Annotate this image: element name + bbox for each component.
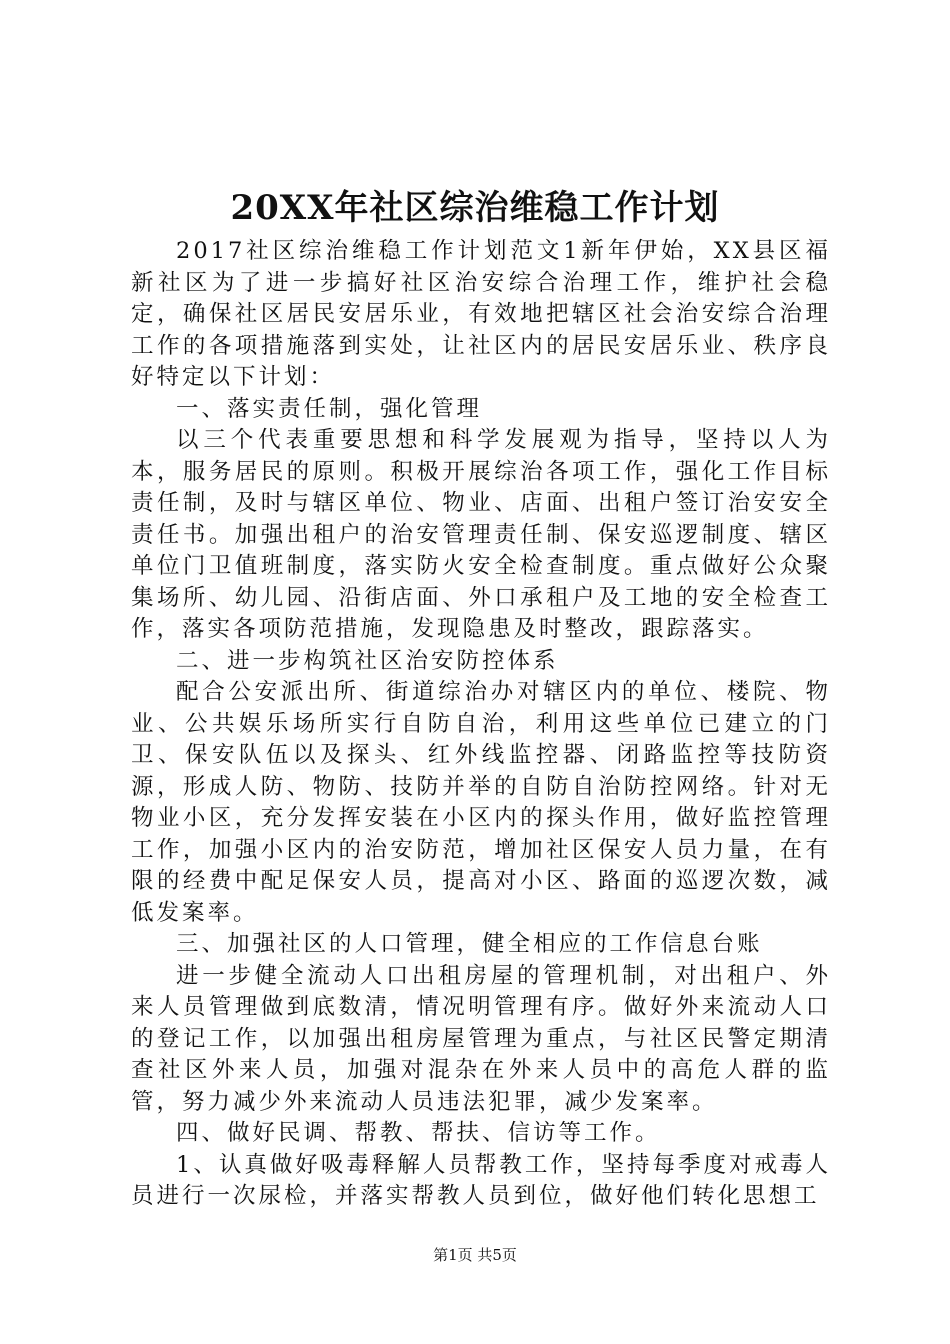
section-paragraph-3: 进一步健全流动人口出租房屋的管理机制，对出租户、外来人员管理做到底数清，情况明管理有序。做好外来流动人口的登记工作，以加强出租房屋管理为重点，与社区民警定期清查社区外来人员，加强对混杂在外来人员中的高危人群的监管，努力减少外来流动人员违法犯罪，减少发案率。 xyxy=(131,962,831,1115)
section-paragraph-4: 1、认真做好吸毒释解人员帮教工作，坚持每季度对戒毒人员进行一次尿检，并落实帮教人员到位，做好他们转化思想工 xyxy=(131,1151,831,1209)
section-heading-2: 二、进一步构筑社区治安防控体系 xyxy=(176,647,559,674)
document-body xyxy=(131,236,831,1213)
section-heading-1: 一、落实责任制，强化管理 xyxy=(176,395,483,422)
section-heading-4: 四、做好民调、帮教、帮扶、信访等工作。 xyxy=(176,1120,661,1146)
section-paragraph-2: 配合公安派出所、街道综治办对辖区内的单位、楼院、物业、公共娱乐场所实行自防自治，利用这些单位已建立的门卫、保安队伍以及探头、红外线监控器、闭路监控等技防资源，形成人防、物防、技防并举的自防自治防控网络。针对无物业小区，充分发挥安装在小区内的探头作用，做好监控管理工作，加强小区内的治安防范，增加社区保安人员力量，在有限的经费中配足保安人员，提高对小区、路面的巡逻次数，减低发案率。 xyxy=(131,679,831,926)
intro-paragraph: 2017社区综治维稳工作计划范文1新年伊始，XX县区福新社区为了进一步搞好社区治安综合治理工作，维护社会稳定，确保社区居民安居乐业，有效地把辖区社会治安综合治理工作的各项措施落到实处，让社区内的居民安居乐业、秩序良好特定以下计划： xyxy=(131,238,831,390)
section-heading-3: 三、加强社区的人口管理，健全相应的工作信息台账 xyxy=(176,931,763,957)
document-title: 20XX年社区综治维稳工作计划 xyxy=(230,188,720,228)
section-paragraph-1: 以三个代表重要思想和科学发展观为指导，坚持以人为本，服务居民的原则。积极开展综治各项工作，强化工作目标责任制，及时与辖区单位、物业、店面、出租户签订治安安全责任书。加强出租户的治安管理责任制、保安巡逻制度、辖区单位门卫值班制度，落实防火安全检查制度。重点做好公众聚集场所、幼儿园、沿街店面、外口承租户及工地的安全检查工作，落实各项防范措施，发现隐患及时整改，跟踪落实。 xyxy=(131,427,831,642)
page-number-footer: 第1页 共5页 xyxy=(433,1246,517,1264)
